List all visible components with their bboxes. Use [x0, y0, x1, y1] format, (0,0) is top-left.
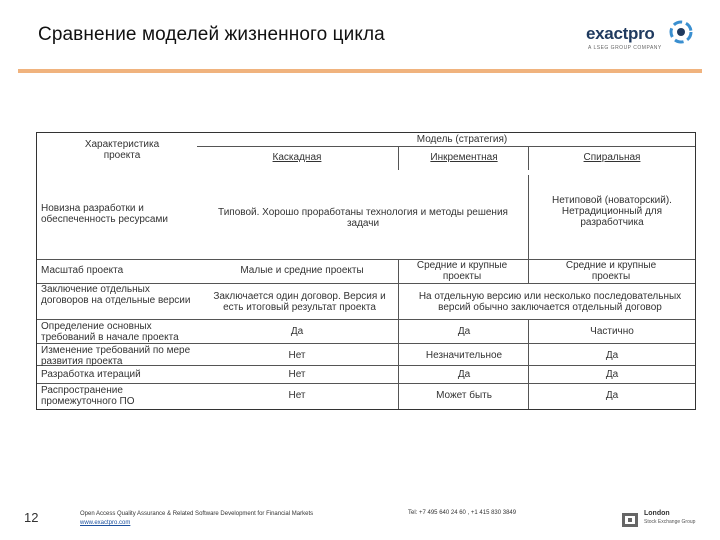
comparison-table: [36, 132, 696, 410]
group-header: Модель (стратегия): [416, 134, 508, 145]
grid-line: [37, 383, 695, 384]
logo-tagline: A LSEG GROUP COMPANY: [588, 45, 662, 51]
row-value-incremental: Может быть: [436, 390, 492, 401]
row-value-spiral: Да: [605, 390, 619, 401]
row-value-incremental: Да: [457, 326, 471, 337]
row-value-spiral: Частично: [590, 326, 634, 337]
row-value-waterfall: Да: [290, 326, 304, 337]
row-value-merged: На отдельную версию или несколько последовательных версий обычно заключается отдельный договор: [418, 291, 682, 313]
page-number: 12: [24, 510, 39, 525]
row-label: Распространение промежуточного ПО: [41, 385, 135, 407]
footer-phone: Tel: +7 495 640 24 60 , +1 415 830 3849: [408, 510, 517, 516]
row-label: Разработка итераций: [41, 369, 141, 380]
grid-line: [398, 259, 399, 283]
footer-text: [80, 510, 313, 528]
lse-logo: [620, 510, 700, 534]
lse-crest-icon: [620, 510, 640, 530]
row-label: Новизна разработки и обеспеченность ресурсами: [41, 203, 168, 225]
column-header-waterfall: Каскадная: [272, 152, 322, 163]
row-label: Масштаб проекта: [41, 265, 124, 276]
row-value-incremental: Да: [457, 369, 471, 380]
column-header-spiral: Спиральная: [583, 152, 641, 163]
lse-name: London: [644, 510, 670, 517]
column-header-incremental: Инкрементная: [430, 152, 498, 163]
row-value-waterfall: Малые и средние проекты: [240, 265, 364, 276]
row-value-spiral: Средние и крупные проекты: [565, 260, 657, 282]
footer-tagline: Open Access Quality Assurance & Related Software Development for Financial Markets: [80, 511, 314, 517]
row-label: Определение основных требований в начале проекта: [41, 321, 179, 343]
corner-header: Характеристика проекта: [84, 139, 160, 161]
row-value-waterfall: Нет: [288, 350, 306, 361]
logo-wordmark: exactpro: [586, 24, 655, 43]
row-value-merged: Типовой. Хорошо проработаны технология и методы решения задачи: [218, 207, 508, 229]
row-label: Изменение требований по мере развития проекта: [41, 345, 191, 367]
grid-line: [528, 175, 529, 283]
footer-link[interactable]: www.exactpro.com: [80, 520, 131, 526]
row-value-waterfall: Заключается один договор. Версия и есть итоговый результат проекта: [213, 291, 386, 313]
lse-subtitle: Stock Exchange Group: [644, 519, 696, 525]
row-value-waterfall: Нет: [288, 390, 306, 401]
exactpro-logo: [586, 20, 698, 54]
title-rule: [18, 69, 702, 73]
row-value-incremental: Незначительное: [425, 350, 503, 361]
exactpro-mark-icon: [669, 20, 693, 44]
grid-line: [37, 343, 695, 344]
grid-line: [37, 319, 695, 320]
grid-line: [528, 146, 529, 170]
grid-line: [398, 146, 399, 170]
row-value-waterfall: Нет: [288, 369, 306, 380]
row-value-spiral: Да: [605, 369, 619, 380]
row-value-spiral: Нетиповой (новаторский). Нетрадиционный для разработчика: [552, 195, 672, 228]
row-value-incremental: Средние и крупные проекты: [416, 260, 508, 282]
row-label: Заключение отдельных договоров на отдельные версии: [41, 284, 191, 306]
grid-line: [197, 146, 695, 147]
row-value-spiral: Да: [605, 350, 619, 361]
slide-title: Сравнение моделей жизненного цикла: [38, 24, 385, 45]
